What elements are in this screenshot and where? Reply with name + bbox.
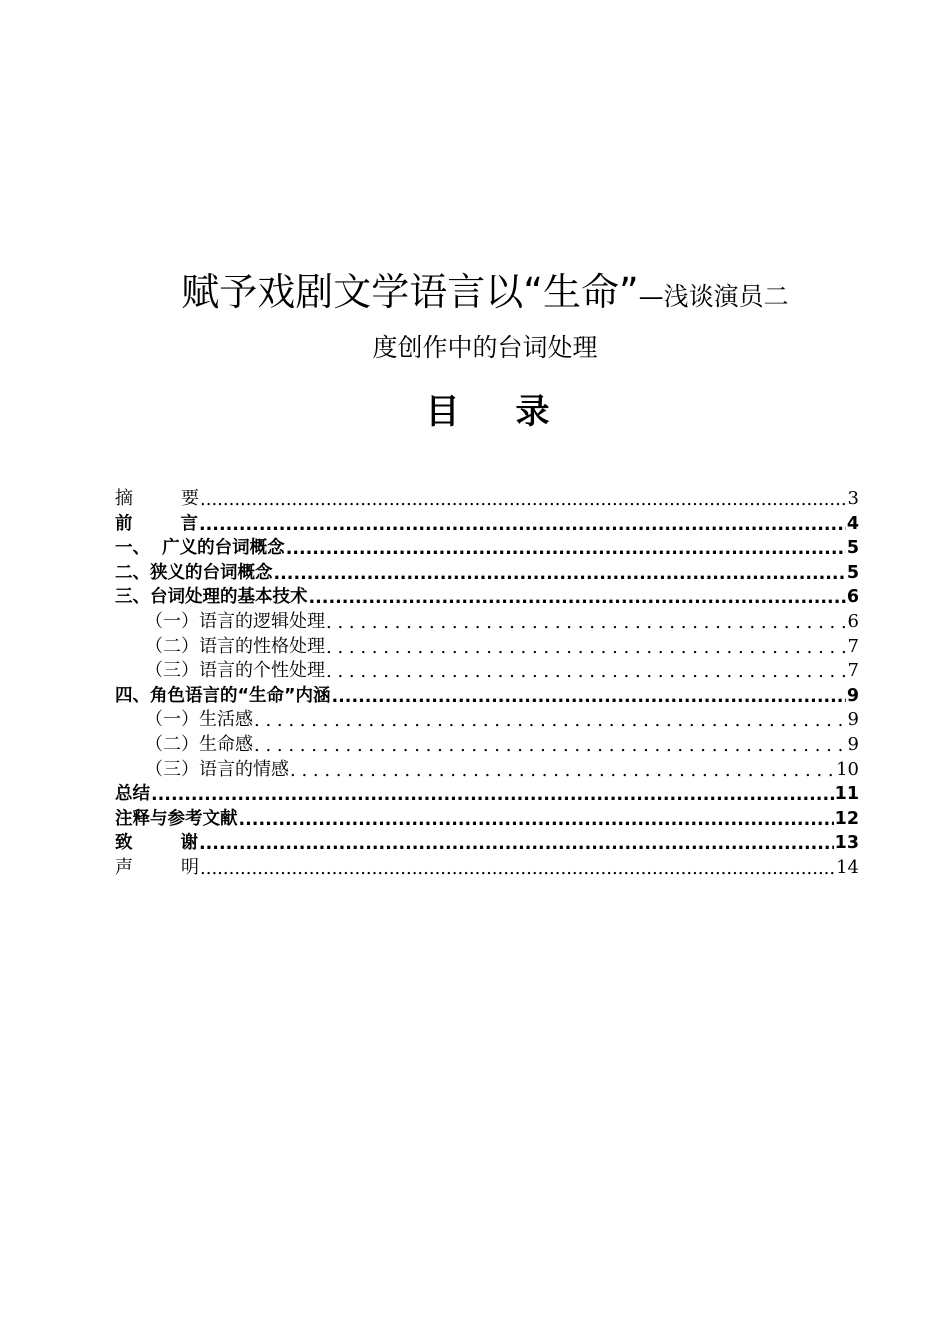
toc-entry-label: 声 明 xyxy=(115,856,199,878)
title-line-1 xyxy=(100,268,870,324)
toc-page-number: 11 xyxy=(834,784,859,805)
toc-dot-leader xyxy=(309,586,846,611)
toc-page-number: 6 xyxy=(847,610,859,632)
toc-entry-section-3[interactable] xyxy=(115,585,859,610)
toc-page-number: 12 xyxy=(834,808,859,829)
toc-dot-leader xyxy=(332,685,846,710)
toc-entry-label: 一、 广义的台词概念 xyxy=(115,538,285,559)
toc-entry-section-4-1[interactable] xyxy=(115,708,859,733)
toc-dot-leader xyxy=(239,808,834,833)
toc-dot-leader xyxy=(326,636,847,661)
toc-page-number: 7 xyxy=(847,660,859,682)
toc-dot-leader xyxy=(199,832,834,857)
title-subtitle-end: 度创作中的台词处理 xyxy=(372,333,598,362)
toc-dot-leader xyxy=(254,734,847,759)
toc-entry-section-4[interactable] xyxy=(115,684,859,709)
toc-entry-label: （一）生活感 xyxy=(145,709,253,731)
toc-entry-label: 致 谢 xyxy=(115,833,198,854)
toc-entry-section-3-1[interactable] xyxy=(115,610,859,635)
toc-entry-label: （三）语言的情感 xyxy=(145,758,289,780)
toc-dot-leader xyxy=(274,562,846,587)
toc-heading-char-2: 录 xyxy=(515,392,550,432)
toc-entry-section-1[interactable] xyxy=(115,536,859,561)
toc-entry-label: 前 言 xyxy=(115,513,198,534)
toc-page-number: 14 xyxy=(836,856,859,878)
toc-page-number: 10 xyxy=(836,758,859,780)
toc-entry-section-4-2[interactable] xyxy=(115,733,859,758)
toc-heading xyxy=(0,388,950,436)
toc-entry-declaration[interactable] xyxy=(115,856,859,881)
toc-page-number: 7 xyxy=(847,635,859,657)
toc-dot-leader xyxy=(151,783,834,808)
toc-dot-leader xyxy=(200,488,847,513)
toc-entry-abstract[interactable] xyxy=(115,487,859,512)
toc-entry-preface[interactable] xyxy=(115,512,859,537)
toc-dot-leader xyxy=(254,709,847,734)
toc-dot-leader xyxy=(290,759,835,784)
document-title xyxy=(100,268,870,368)
toc-entry-label: （三）语言的个性处理 xyxy=(145,660,325,682)
toc-entry-section-2[interactable] xyxy=(115,561,859,586)
toc-page-number: 13 xyxy=(834,833,859,854)
toc-page-number: 5 xyxy=(846,538,859,559)
toc-entry-label: （一）语言的逻辑处理 xyxy=(145,610,325,632)
toc-entry-label: 摘 要 xyxy=(115,488,199,509)
toc-entry-section-3-2[interactable] xyxy=(115,635,859,660)
toc-entry-label: 注释与参考文献 xyxy=(115,808,238,829)
toc-entry-label: 二、狭义的台词概念 xyxy=(115,562,273,583)
toc-dot-leader xyxy=(200,857,835,882)
toc-page-number: 5 xyxy=(846,562,859,583)
title-subtitle-start: —浅谈演员二 xyxy=(638,282,789,311)
table-of-contents xyxy=(115,487,859,881)
toc-dot-leader xyxy=(286,537,846,562)
toc-entry-label: 四、角色语言的“生命”内涵 xyxy=(115,685,331,706)
toc-dot-leader xyxy=(199,513,846,538)
toc-page-number: 3 xyxy=(847,488,859,509)
toc-entry-section-4-3[interactable] xyxy=(115,758,859,783)
toc-page-number: 4 xyxy=(846,513,859,534)
toc-entry-label: （二）生命感 xyxy=(145,733,253,755)
toc-page-number: 9 xyxy=(847,709,859,731)
toc-page-number: 9 xyxy=(846,685,859,706)
title-main: 赋予戏剧文学语言以“生命” xyxy=(181,270,639,314)
toc-entry-label: 总结 xyxy=(115,784,150,805)
toc-entry-acknowledgements[interactable] xyxy=(115,831,859,856)
toc-page-number: 9 xyxy=(847,733,859,755)
toc-entry-summary[interactable] xyxy=(115,782,859,807)
toc-entry-label: （二）语言的性格处理 xyxy=(145,635,325,657)
toc-dot-leader xyxy=(326,611,847,636)
toc-heading-char-1: 目 xyxy=(425,392,460,432)
toc-page-number: 6 xyxy=(846,587,859,608)
toc-entry-section-3-3[interactable] xyxy=(115,659,859,684)
toc-dot-leader xyxy=(326,660,847,685)
toc-entry-label: 三、台词处理的基本技术 xyxy=(115,587,308,608)
toc-entry-references[interactable] xyxy=(115,807,859,832)
